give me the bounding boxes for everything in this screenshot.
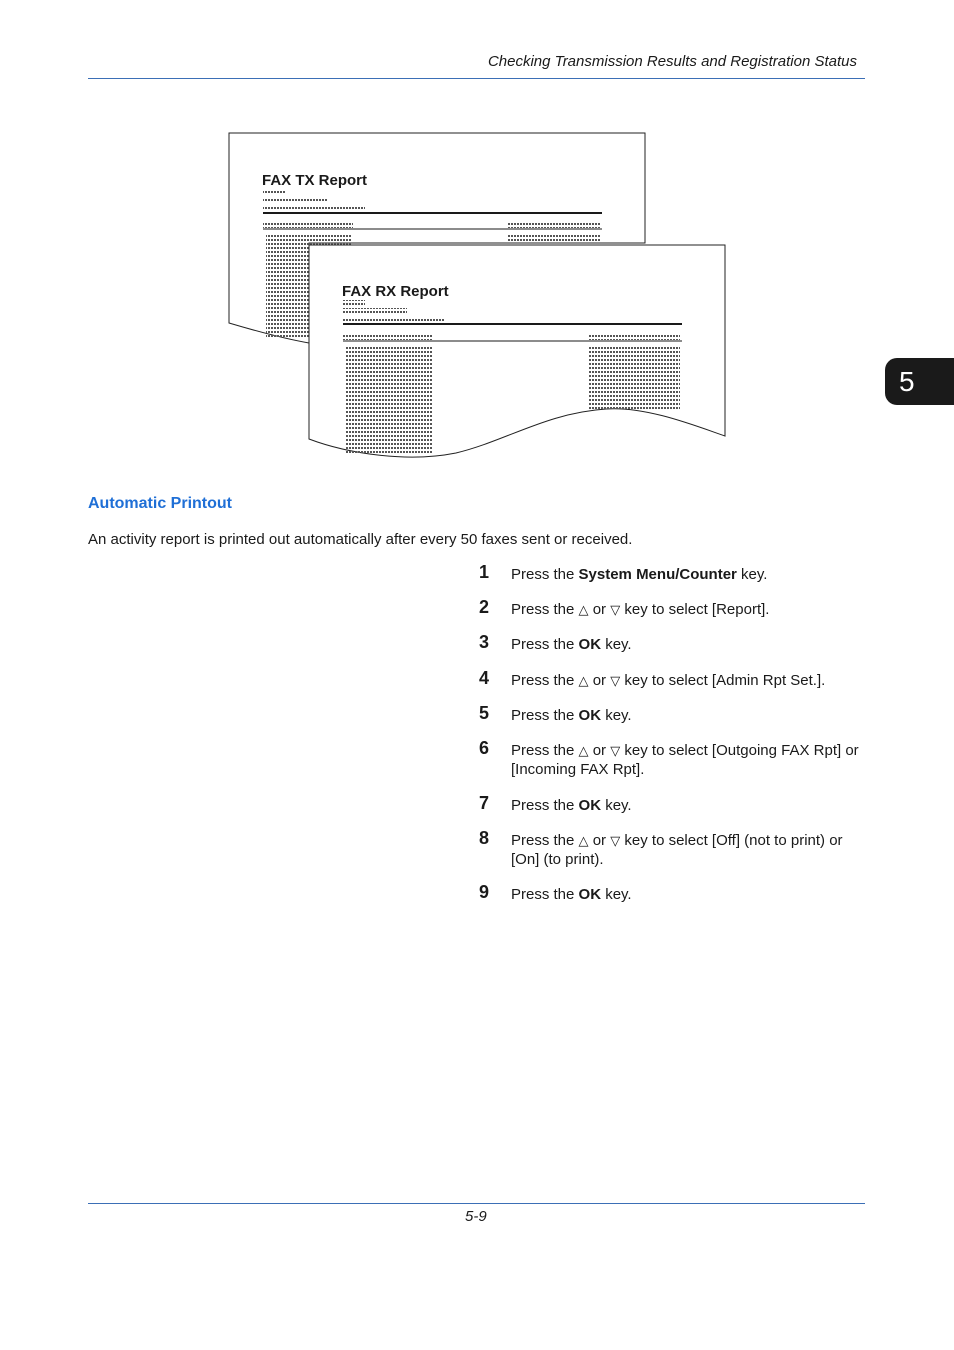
step-number: 4 bbox=[479, 668, 490, 688]
intro-paragraph: An activity report is printed out automatically after every 50 faxes sent or received. bbox=[88, 531, 633, 548]
chapter-number: 5 bbox=[899, 366, 915, 397]
step-number: 1 bbox=[479, 562, 490, 582]
rx-report-sheet bbox=[309, 245, 725, 457]
fax-report-illustration bbox=[226, 131, 730, 463]
running-header: Checking Transmission Results and Registration Status bbox=[487, 53, 857, 70]
step-number: 3 bbox=[479, 632, 490, 652]
rx-report-title: FAX RX Report bbox=[342, 283, 449, 300]
step-text: Press the OK key. bbox=[511, 886, 632, 903]
footer-rule bbox=[88, 1203, 865, 1204]
step-number: 8 bbox=[479, 828, 490, 848]
step-text: Press the OK key. bbox=[511, 797, 632, 814]
down-arrow-icon: ▽ bbox=[610, 743, 621, 758]
step-number: 6 bbox=[479, 738, 490, 758]
chapter-tab[interactable] bbox=[885, 358, 954, 405]
step-text: Press the △ or ▽ key to select [Admin Rpt Set.]. bbox=[511, 672, 826, 689]
tx-report-title: FAX TX Report bbox=[262, 172, 368, 189]
up-arrow-icon: △ bbox=[578, 743, 589, 758]
down-arrow-icon: ▽ bbox=[610, 602, 621, 617]
up-arrow-icon: △ bbox=[578, 602, 589, 617]
up-arrow-icon: △ bbox=[578, 673, 589, 688]
step-number: 2 bbox=[479, 597, 490, 617]
step-number: 5 bbox=[479, 703, 490, 723]
step-text: Press the OK key. bbox=[511, 707, 632, 724]
down-arrow-icon: ▽ bbox=[610, 673, 621, 688]
step-text: Press the System Menu/Counter key. bbox=[511, 566, 768, 583]
step-number: 7 bbox=[479, 793, 490, 813]
down-arrow-icon: ▽ bbox=[610, 833, 621, 848]
step-text: Press the △ or ▽ key to select [Report]. bbox=[511, 601, 770, 618]
step-text: Press the △ or ▽ key to select [Outgoing FAX Rpt] or [Incoming FAX Rpt]. bbox=[511, 742, 859, 778]
section-heading: Automatic Printout bbox=[88, 495, 232, 512]
step-number: 9 bbox=[479, 882, 490, 902]
up-arrow-icon: △ bbox=[578, 833, 589, 848]
step-text: Press the OK key. bbox=[511, 636, 632, 653]
header-rule bbox=[88, 78, 865, 79]
step-text: Press the △ or ▽ key to select [Off] (not to print) or [On] (to print). bbox=[511, 832, 843, 868]
page-number: 5-9 bbox=[465, 1208, 487, 1225]
